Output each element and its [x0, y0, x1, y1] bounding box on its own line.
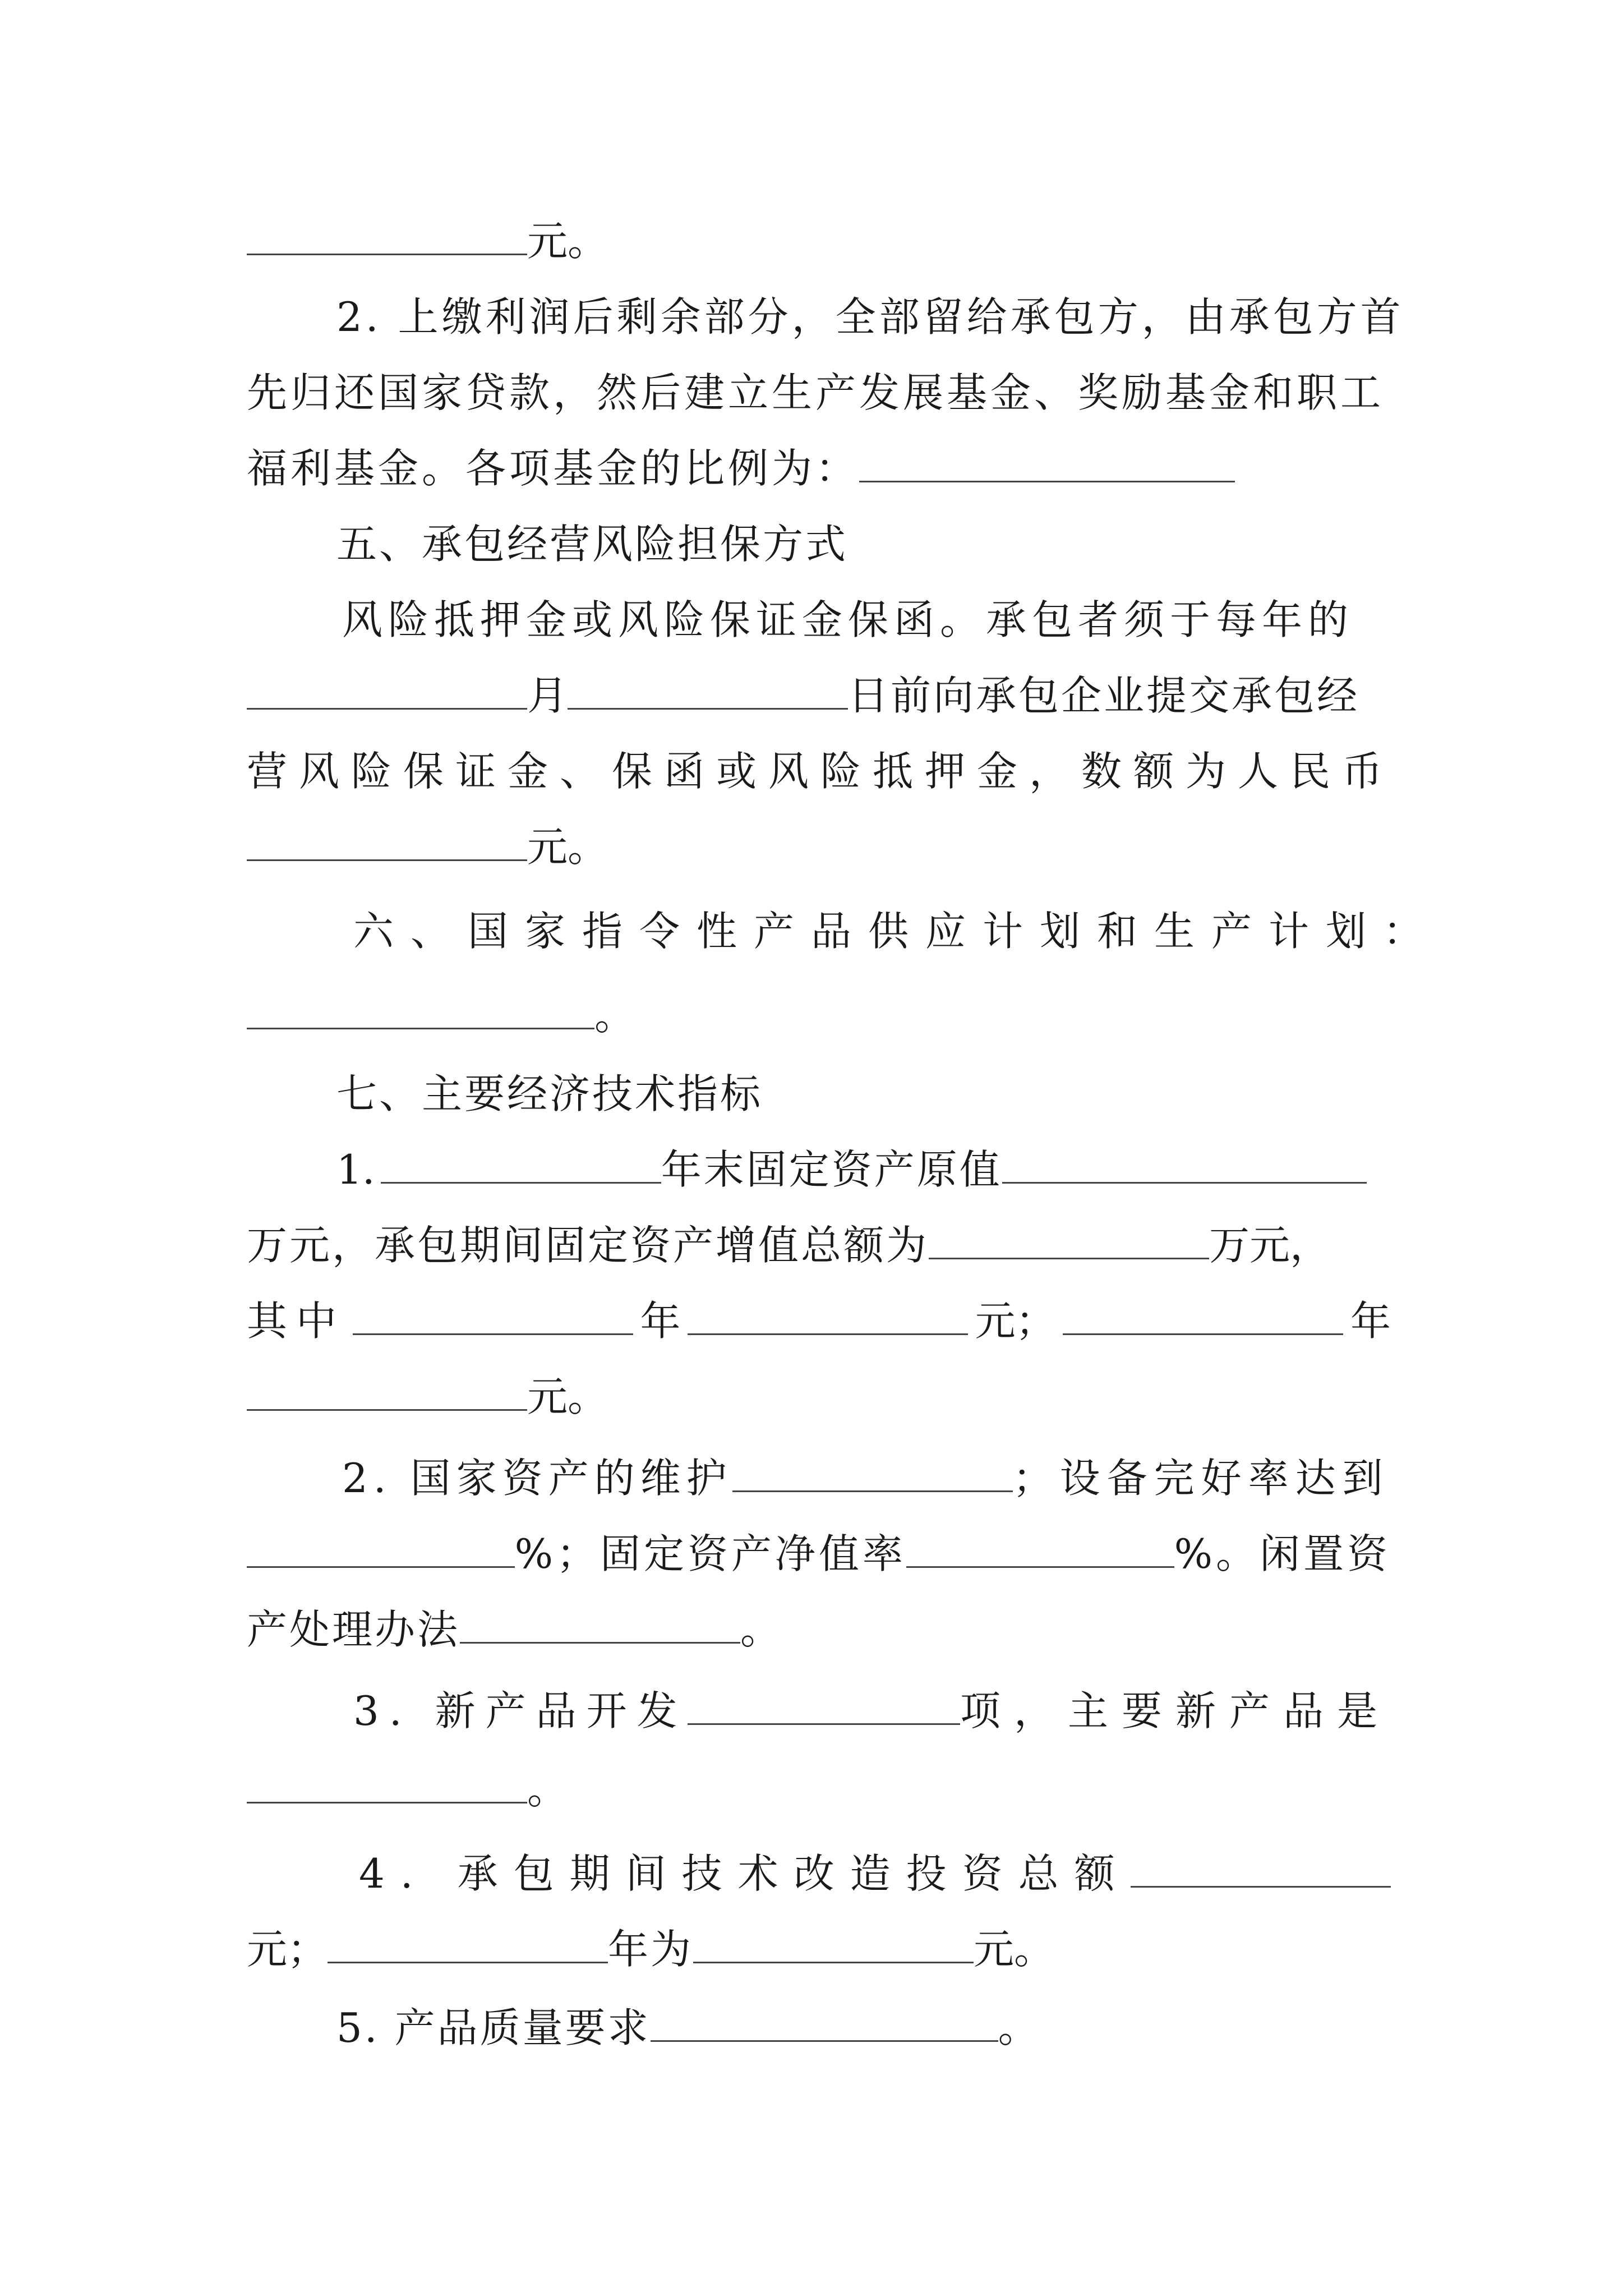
text: 元； [247, 1926, 328, 1973]
text: 项，主要新产品是 [960, 1687, 1391, 1734]
text: 产处理办法 [247, 1606, 460, 1653]
text: 元。 [527, 823, 608, 871]
text: 4. 承包期间技术改造投资总额 [359, 1850, 1131, 1897]
text: 万元， [1209, 1222, 1331, 1269]
fill-blank[interactable] [247, 825, 527, 861]
fill-blank[interactable] [688, 1688, 960, 1725]
text: 元。 [527, 218, 608, 265]
text: 元。 [974, 1926, 1055, 1973]
fill-blank[interactable] [247, 1374, 527, 1411]
text: 。 [594, 992, 635, 1039]
fill-blank[interactable] [460, 1607, 740, 1644]
doc-line [247, 668, 1391, 724]
doc-line [247, 1293, 1391, 1349]
doc-line [247, 1921, 1391, 1977]
text: 先归还国家贷款，然后建立生产发展基金、奖励基金和职工 [247, 369, 1385, 416]
text: 月 [527, 672, 568, 719]
text: 年末固定资产原值 [661, 1146, 1002, 1193]
doc-line [247, 365, 1391, 421]
fill-blank[interactable] [859, 446, 1235, 482]
doc-line [247, 987, 1391, 1043]
fill-blank[interactable] [929, 1223, 1209, 1259]
doc-line [336, 2000, 1391, 2056]
section-heading [336, 516, 1481, 572]
text: 万元，承包期间固定资产增值总额为 [247, 1222, 929, 1269]
fill-blank[interactable] [247, 1767, 527, 1803]
text: 元。 [527, 1373, 608, 1420]
text: 。 [527, 1766, 568, 1813]
fill-blank[interactable] [247, 219, 527, 255]
heading-text: 六、国家指令性产品供应计划和生产计划： [353, 908, 1441, 955]
fill-blank[interactable] [1063, 1299, 1343, 1335]
fill-blank[interactable] [906, 1531, 1174, 1568]
doc-line [359, 1846, 1391, 1902]
text: 。 [740, 1606, 781, 1653]
text: 年 [640, 1297, 681, 1345]
text: 2. 上缴利润后剩余部分，全部留给承包方，由承包方首 [336, 293, 1404, 341]
fill-blank[interactable] [651, 2005, 998, 2042]
text: 风险抵押金或风险保证金保函。承包者须于每年的 [342, 596, 1354, 643]
doc-line [247, 1761, 1391, 1818]
doc-line [247, 1217, 1391, 1273]
text: 福利基金。各项基金的比例为： [247, 445, 860, 492]
fill-blank[interactable] [353, 1299, 633, 1335]
fill-blank[interactable] [381, 1147, 661, 1184]
fill-blank[interactable] [247, 673, 527, 710]
fill-blank[interactable] [732, 1456, 1013, 1492]
doc-line [247, 1602, 1391, 1658]
text: 5. 产品质量要求 [336, 2004, 651, 2051]
doc-line [353, 1683, 1391, 1739]
text: %；固定资产净值率 [514, 1530, 906, 1577]
heading-text: 七、主要经济技术指标 [336, 1070, 763, 1117]
text: 年 [1350, 1297, 1391, 1345]
text: 年为 [608, 1926, 694, 1973]
section-heading [336, 1066, 1481, 1122]
fill-blank[interactable] [568, 673, 848, 710]
fill-blank[interactable] [328, 1927, 608, 1963]
text: 营风险保证金、保函或风险抵押金，数额为人民币 [247, 748, 1395, 795]
doc-line [336, 289, 1404, 345]
text: 日前向承包企业提交承包经 [848, 672, 1360, 719]
section-heading [353, 903, 1441, 959]
text: 2. 国家资产的维护 [342, 1455, 732, 1502]
doc-line [342, 592, 1391, 648]
fill-blank[interactable] [688, 1299, 968, 1335]
heading-text: 五、承包经营风险担保方式 [336, 521, 849, 568]
doc-line [247, 819, 1391, 875]
text: %。闲置资 [1174, 1530, 1391, 1577]
fill-blank[interactable] [1002, 1147, 1367, 1184]
text: ；设备完好率达到 [1012, 1455, 1390, 1502]
doc-line [247, 743, 1395, 799]
doc-line [247, 213, 1391, 269]
item-number: 1. [336, 1146, 375, 1193]
text: 3. 新产品开发 [353, 1687, 688, 1734]
fill-blank[interactable] [693, 1927, 974, 1963]
text: 元； [975, 1297, 1056, 1345]
doc-line [247, 440, 1391, 496]
fill-blank[interactable] [247, 993, 594, 1029]
text: 。 [998, 2004, 1039, 2051]
doc-line [342, 1450, 1391, 1506]
fill-blank[interactable] [247, 1531, 515, 1568]
doc-line [247, 1526, 1391, 1582]
fill-blank[interactable] [1131, 1851, 1391, 1888]
doc-line [247, 1369, 1391, 1425]
text: 其中 [247, 1297, 346, 1345]
doc-line [336, 1142, 1391, 1198]
